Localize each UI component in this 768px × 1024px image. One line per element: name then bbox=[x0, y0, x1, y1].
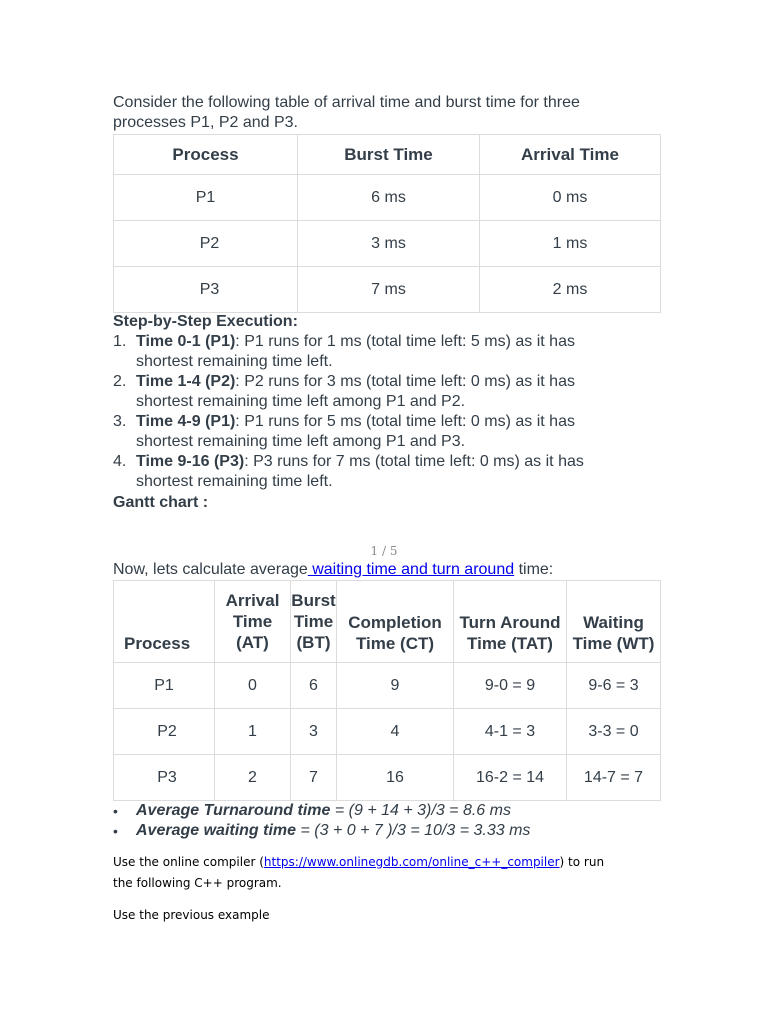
compiler-text-after: ) to run the following C++ program. bbox=[113, 855, 605, 890]
cell-bt: 7 bbox=[291, 755, 337, 801]
cell-bt: 6 bbox=[291, 663, 337, 709]
step-number: 3. bbox=[113, 413, 127, 430]
table-row bbox=[114, 267, 661, 313]
page-indicator: 1 / 5 bbox=[370, 544, 398, 558]
cell-tat: 4-1 = 3 bbox=[454, 709, 567, 755]
header-burst-time: Burst Time bbox=[298, 135, 480, 175]
gantt-heading: Gantt chart : bbox=[113, 494, 209, 511]
compiler-link[interactable]: https://www.onlinegdb.com/online_c++_compiler bbox=[263, 855, 560, 869]
cell-wt: 3-3 = 0 bbox=[567, 709, 661, 755]
table-row bbox=[114, 709, 661, 755]
previous-example-text: Use the previous example bbox=[113, 908, 270, 922]
cell-arrival: 0 ms bbox=[480, 175, 661, 221]
cell-bt: 3 bbox=[291, 709, 337, 755]
cell-tat: 16-2 = 14 bbox=[454, 755, 567, 801]
table-row bbox=[114, 663, 661, 709]
header-process: Process bbox=[114, 135, 298, 175]
table-row bbox=[114, 755, 661, 801]
cell-at: 2 bbox=[215, 755, 291, 801]
step-text: : P3 runs for 7 ms (total time left: 0 ms) as it has shortest remaining time left. bbox=[136, 453, 584, 490]
calculation-table bbox=[113, 580, 661, 801]
cell-burst: 7 ms bbox=[298, 267, 480, 313]
step-number: 1. bbox=[113, 333, 127, 350]
step-time: Time 4-9 (P1) bbox=[136, 413, 236, 430]
cell-wt: 14-7 = 7 bbox=[567, 755, 661, 801]
bullet: • bbox=[113, 823, 118, 839]
cell-ct: 9 bbox=[337, 663, 454, 709]
cell-at: 1 bbox=[215, 709, 291, 755]
cell-wt: 9-6 = 3 bbox=[567, 663, 661, 709]
header-arrival-time: Arrival Time (AT) bbox=[215, 581, 291, 663]
step-number: 4. bbox=[113, 453, 127, 470]
list-item bbox=[113, 821, 530, 841]
step-text: : P1 runs for 5 ms (total time left: 0 ms) as it has shortest remaining time left among P1 and P3. bbox=[136, 413, 575, 450]
averages-list bbox=[113, 801, 530, 841]
header-burst-time: Burst Time (BT) bbox=[291, 581, 337, 663]
cell-process: P2 bbox=[114, 221, 298, 267]
cell-arrival: 1 ms bbox=[480, 221, 661, 267]
list-item bbox=[113, 372, 633, 412]
header-completion-time: Completion Time (CT) bbox=[337, 581, 454, 663]
compiler-note bbox=[113, 852, 613, 894]
step-time: Time 9-16 (P3) bbox=[136, 453, 245, 470]
cell-process: P1 bbox=[114, 663, 215, 709]
header-arrival-time: Arrival Time bbox=[480, 135, 661, 175]
cell-process: P3 bbox=[114, 267, 298, 313]
waiting-turnaround-link[interactable]: waiting time and turn around bbox=[307, 561, 515, 578]
step-time: Time 0-1 (P1) bbox=[136, 333, 236, 350]
steps-heading: Step-by-Step Execution: bbox=[113, 313, 298, 330]
table-row bbox=[114, 221, 661, 267]
cell-process: P3 bbox=[114, 755, 215, 801]
cell-burst: 6 ms bbox=[298, 175, 480, 221]
cell-arrival: 2 ms bbox=[480, 267, 661, 313]
average-label: Average Turnaround time bbox=[136, 802, 331, 819]
cell-burst: 3 ms bbox=[298, 221, 480, 267]
bullet: • bbox=[113, 803, 118, 819]
process-table bbox=[113, 134, 661, 313]
header-waiting-time: Waiting Time (WT) bbox=[567, 581, 661, 663]
step-text: : P1 runs for 1 ms (total time left: 5 ms) as it has shortest remaining time left. bbox=[136, 333, 575, 370]
list-item bbox=[113, 332, 633, 372]
cell-process: P2 bbox=[114, 709, 215, 755]
intro-paragraph: Consider the following table of arrival time and burst time for three processes P1, P2 and P3. bbox=[113, 94, 580, 131]
steps-list bbox=[113, 332, 633, 492]
table-row bbox=[114, 175, 661, 221]
average-label: Average waiting time bbox=[136, 822, 297, 839]
header-process: Process bbox=[114, 581, 215, 663]
step-time: Time 1-4 (P2) bbox=[136, 373, 236, 390]
cell-process: P1 bbox=[114, 175, 298, 221]
compiler-text-before: Use the online compiler ( bbox=[113, 855, 264, 869]
average-value: = (9 + 14 + 3)/3 = 8.6 ms bbox=[330, 802, 511, 819]
cell-tat: 9-0 = 9 bbox=[454, 663, 567, 709]
cell-at: 0 bbox=[215, 663, 291, 709]
list-item bbox=[113, 801, 530, 821]
cell-ct: 4 bbox=[337, 709, 454, 755]
step-text: : P2 runs for 3 ms (total time left: 0 ms) as it has shortest remaining time left among P1 and P2. bbox=[136, 373, 575, 410]
step-number: 2. bbox=[113, 373, 127, 390]
cell-ct: 16 bbox=[337, 755, 454, 801]
calc-text-before: Now, lets calculate average bbox=[113, 561, 308, 578]
list-item bbox=[113, 412, 633, 452]
average-value: = (3 + 0 + 7 )/3 = 10/3 = 3.33 ms bbox=[296, 822, 531, 839]
calc-text-after: time: bbox=[514, 561, 554, 578]
list-item bbox=[113, 452, 633, 492]
calc-line bbox=[113, 560, 553, 580]
header-turnaround-time: Turn Around Time (TAT) bbox=[454, 581, 567, 663]
